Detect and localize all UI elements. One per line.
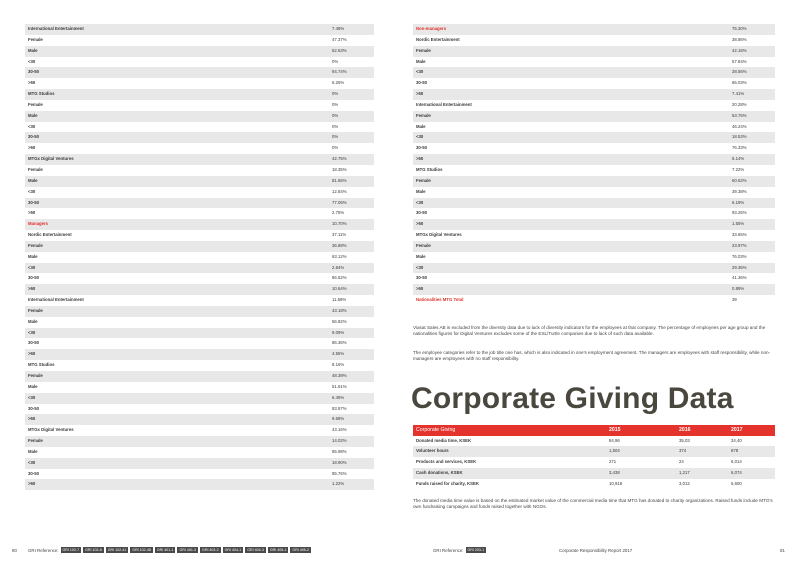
giving-row [413, 468, 775, 479]
table-row [25, 154, 374, 165]
row-value: 1.22% [332, 481, 345, 487]
row-label: MTGx Digital Ventures [28, 156, 74, 162]
table-row [413, 187, 775, 198]
row-label: International Entertainment [28, 297, 84, 303]
row-value: 9.68% [332, 416, 345, 422]
row-value: 41.36% [732, 275, 747, 281]
table-row [25, 230, 374, 241]
table-row [25, 349, 374, 360]
table-row [25, 198, 374, 209]
row-label: MTG Studios [28, 362, 55, 368]
table-row [25, 295, 374, 306]
gri-tag: GRI 403-2 [202, 548, 219, 552]
row-label: >50 [28, 145, 36, 151]
row-label: Male [28, 112, 38, 118]
row-value: 76.33% [732, 145, 747, 151]
giving-row-value: 34,40 [731, 437, 742, 443]
row-value: 94.74% [332, 69, 347, 75]
table-row [25, 371, 374, 382]
gri-tag: GRI 401-1 [156, 548, 174, 552]
diversity-table-right [413, 24, 775, 306]
row-value: 5.26% [332, 80, 345, 86]
row-label: Male [28, 177, 38, 183]
giving-row-value: 5,600 [731, 480, 742, 486]
row-label: >50 [416, 91, 424, 97]
row-label: Male [28, 448, 38, 454]
row-label: 30-50 [416, 210, 427, 216]
row-value: 48.39% [332, 373, 347, 378]
row-value: 38.86% [732, 36, 747, 42]
giving-row-value: 24 [679, 459, 684, 465]
table-row [25, 46, 374, 57]
row-value: 66.03% [732, 80, 747, 86]
row-label: Nationalities MTG Total [416, 297, 464, 303]
table-row [25, 122, 374, 133]
page-number-right: 81 [780, 548, 785, 553]
row-value: 77.06% [332, 199, 347, 205]
row-value: 85.76% [332, 470, 347, 476]
table-row [25, 67, 374, 78]
row-label: 30-50 [416, 145, 427, 151]
row-value: 85.98% [332, 448, 347, 454]
row-value: 52.63% [332, 47, 347, 53]
gri-reference-label: GRI Reference: [433, 548, 464, 553]
row-value: 93.26% [732, 210, 747, 216]
row-value: 0% [332, 123, 339, 129]
row-value: 86.52% [332, 275, 347, 281]
table-row [25, 317, 374, 328]
row-value: 63.12% [332, 253, 347, 259]
table-row [413, 89, 775, 100]
row-label: Female [28, 307, 43, 313]
table-row [413, 241, 775, 252]
giving-row-value: 374 [679, 448, 687, 454]
table-row [25, 111, 374, 122]
giving-row-label: Products and services, KSEK [416, 459, 477, 465]
table-row [413, 100, 775, 111]
row-value: 86.36% [332, 340, 347, 346]
giving-header-2017: 2017 [731, 427, 743, 433]
table-row [413, 143, 775, 154]
giving-header-2016: 2016 [679, 427, 691, 433]
row-label: Male [28, 253, 38, 259]
row-value: 7.41% [732, 91, 745, 97]
report-title: Corporate Responsibility Report 2017 [559, 548, 633, 553]
row-value: 75.30% [732, 26, 747, 31]
row-value: 39 [732, 297, 737, 303]
row-value: 57.84% [732, 58, 747, 64]
row-value: 4.55% [332, 351, 345, 357]
row-value: 23.97% [732, 242, 747, 248]
donated-media-paragraph: The donated media time value is based on the estimated market value of the commercial media time that MTG has donated to charity organizations. Raised funds include MTG's own fundraising campaigns and funds raised together with NGOs. [413, 498, 773, 510]
table-row [25, 165, 374, 176]
row-value: 0% [332, 58, 339, 64]
row-value: 60.62% [732, 177, 747, 183]
giving-row-value: 10,918 [609, 480, 623, 486]
giving-row-value: 35,03 [679, 437, 690, 443]
table-row [25, 78, 374, 89]
gri-tag: GRI 102-8 [85, 548, 102, 552]
row-label: Female [28, 242, 43, 248]
table-row [25, 425, 374, 436]
row-value: 10.70% [332, 221, 347, 227]
giving-row-value: 271 [609, 459, 617, 465]
table-row [25, 241, 374, 252]
table-row [25, 360, 374, 371]
row-label: 30-50 [28, 134, 39, 140]
row-value: 0% [332, 112, 339, 118]
table-row [413, 176, 775, 187]
table-row [25, 469, 374, 480]
row-label: 30-50 [416, 275, 427, 281]
row-label: Female [28, 101, 43, 107]
corporate-giving-table [413, 425, 775, 489]
row-label: Female [416, 177, 431, 183]
row-label: 30-50 [28, 340, 39, 346]
giving-row-label: Volunteer hours [416, 448, 449, 454]
row-value: 0% [332, 145, 339, 151]
giving-row [413, 479, 775, 490]
row-value: 43.16% [332, 427, 347, 433]
giving-row-value: 3,012 [679, 480, 690, 486]
table-row [413, 284, 775, 295]
row-label: MTGx Digital Ventures [28, 427, 74, 433]
row-label: Male [28, 318, 38, 324]
row-label: International Entertainment [28, 26, 84, 31]
row-label: Female [416, 47, 431, 53]
row-label: 30-50 [28, 199, 39, 205]
row-value: 0% [332, 101, 339, 107]
row-label: <30 [416, 134, 424, 140]
giving-row-value: 878 [731, 448, 739, 454]
row-value: 0% [332, 134, 339, 140]
row-value: 76.03% [732, 253, 747, 259]
gri-tag: GRI 401-3 [179, 548, 197, 552]
row-label: MTGx Digital Ventures [416, 232, 462, 238]
table-row [413, 295, 775, 306]
table-row [25, 382, 374, 393]
table-row [25, 328, 374, 339]
giving-row-label: Donated media time, KSEK [416, 437, 472, 443]
row-value: 81.65% [332, 177, 347, 183]
table-row [413, 24, 775, 35]
table-row [25, 132, 374, 143]
table-row [413, 252, 775, 263]
row-label: MTG Studios [416, 166, 443, 172]
row-label: <30 [28, 394, 36, 400]
row-label: >50 [416, 156, 424, 162]
row-value: 83.87% [332, 405, 347, 411]
giving-row-value: 84,96 [609, 437, 620, 443]
row-label: Nordic Entertainment [28, 232, 72, 238]
row-value: 37.11% [332, 232, 347, 238]
gri-tag: GRI 405-1 [269, 548, 287, 552]
row-label: Nordic Entertainment [416, 36, 460, 42]
row-value: 51.61% [332, 383, 347, 389]
table-row [413, 208, 775, 219]
table-row [25, 143, 374, 154]
row-value: 53.76% [732, 112, 747, 118]
row-label: >50 [416, 286, 424, 292]
row-label: 30-50 [416, 80, 427, 86]
row-value: 1.55% [732, 221, 745, 227]
row-label: Non-managers [416, 26, 447, 31]
row-value: 28.56% [732, 69, 747, 75]
row-label: Female [416, 242, 431, 248]
row-value: 0.89% [732, 286, 745, 292]
row-value: 33.65% [732, 232, 747, 238]
row-value: 18.53% [732, 134, 747, 140]
row-label: 30-50 [28, 405, 39, 411]
giving-row-value: 1,504 [609, 448, 620, 454]
giving-row-value: 6,014 [731, 459, 742, 465]
table-row [25, 393, 374, 404]
row-value: 7.22% [732, 166, 745, 172]
row-label: <30 [416, 69, 424, 75]
row-label: 30-50 [28, 275, 39, 281]
table-row [25, 35, 374, 46]
row-value: 8.16% [332, 362, 345, 368]
table-row [25, 338, 374, 349]
table-row [413, 273, 775, 284]
row-value: 20.28% [732, 101, 747, 107]
row-label: >50 [28, 351, 36, 357]
giving-row-value: 3,438 [609, 469, 620, 475]
row-value: 36.88% [332, 242, 347, 248]
giving-row [413, 436, 775, 447]
table-row [25, 436, 374, 447]
giving-header-2015: 2015 [609, 427, 621, 433]
table-row [413, 122, 775, 133]
row-value: 18.35% [332, 166, 347, 172]
row-label: MTG Studios [28, 91, 55, 97]
table-row [25, 89, 374, 100]
row-value: 12.84% [332, 188, 347, 194]
row-label: <30 [416, 199, 424, 205]
row-label: Female [416, 112, 431, 118]
gri-tag: GRI 102-41 [107, 548, 127, 552]
row-value: 39.38% [732, 188, 747, 194]
row-label: Male [28, 383, 38, 389]
row-value: 2.75% [332, 210, 345, 216]
row-label: Male [28, 47, 38, 53]
table-row [25, 208, 374, 219]
row-label: <30 [416, 264, 424, 270]
table-row [25, 252, 374, 263]
row-label: <30 [28, 188, 36, 194]
table-row [25, 24, 374, 35]
table-row [413, 111, 775, 122]
row-value: 2.84% [332, 264, 345, 270]
diversity-note-paragraph: Viasat Sales AB is excluded from the diversity data due to lack of diversity indicators for the employees at that company. The percentage of employees per age group and the nationalities figures for Digital Ventures excludes some of the ESL/Turtle companies due to lack of such data available. [413, 325, 766, 337]
giving-row-value: 6,074 [731, 469, 742, 475]
employee-categories-paragraph: The employee categories refer to the job title one has, which is also indicated in one's employment agreement. The managers are employees with staff responsibility, while non-managers are employees with no staff responsibility. [413, 350, 771, 362]
row-label: Male [416, 253, 426, 259]
table-row [25, 306, 374, 317]
row-value: 18.90% [332, 459, 347, 465]
row-label: >50 [28, 481, 36, 487]
row-value: 0% [332, 91, 339, 97]
giving-row [413, 446, 775, 457]
gri-tag: GRI 405-2 [292, 548, 310, 552]
row-label: >50 [28, 210, 36, 216]
row-value: 43.18% [332, 307, 347, 313]
giving-row [413, 457, 775, 468]
row-label: >50 [28, 80, 36, 86]
row-label: <30 [28, 264, 36, 270]
table-row [25, 414, 374, 425]
table-row [413, 46, 775, 57]
row-value: 9.09% [332, 329, 345, 335]
row-label: Female [28, 373, 43, 378]
row-label: Female [28, 166, 43, 172]
row-value: 7.48% [332, 26, 345, 31]
row-label: International Entertainment [416, 101, 472, 107]
row-label: <30 [28, 58, 36, 64]
corporate-giving-heading: Corporate Giving Data [411, 382, 734, 415]
giving-row-label: Funds raised for charity, KSEK [416, 480, 479, 486]
row-value: 46.24% [732, 123, 747, 129]
giving-table-header [413, 425, 775, 436]
gri-tag: GRI 102-7 [62, 548, 80, 552]
row-label: Female [28, 438, 43, 444]
row-label: <30 [28, 459, 36, 465]
row-label: >50 [416, 221, 424, 227]
row-value: 6.19% [732, 199, 745, 205]
table-row [25, 447, 374, 458]
table-row [25, 187, 374, 198]
row-value: 6.45% [332, 394, 345, 400]
gri-tag: GRI 404-1 [224, 548, 242, 552]
gri-reference-right [433, 547, 486, 554]
table-row [25, 284, 374, 295]
row-value: 56.82% [332, 318, 347, 324]
row-label: <30 [28, 123, 36, 129]
gri-tag: GRI 404-3 [247, 548, 264, 552]
table-row [413, 154, 775, 165]
table-row [413, 67, 775, 78]
row-label: Male [416, 188, 426, 194]
gri-reference-label: GRI Reference: [28, 548, 59, 553]
giving-row-label: Cash donations, KSEK [416, 469, 463, 475]
row-label: Managers [28, 221, 49, 227]
row-label: <30 [28, 329, 36, 335]
row-label: Male [416, 58, 426, 64]
row-label: >50 [28, 416, 36, 422]
table-row [25, 404, 374, 415]
table-row [25, 479, 374, 490]
row-value: 10.64% [332, 286, 347, 292]
row-label: 30-50 [28, 470, 39, 476]
row-value: 14.02% [332, 438, 347, 444]
diversity-table-left [25, 24, 374, 490]
table-row [25, 263, 374, 274]
gri-tag: GRI 102-48 [132, 548, 151, 552]
gri-reference-left [28, 547, 311, 554]
giving-header-label: Corporate Giving [416, 427, 456, 433]
row-value: 42.75% [332, 156, 347, 162]
giving-row-value: 1,217 [679, 469, 690, 475]
table-row [413, 230, 775, 241]
table-row [25, 57, 374, 68]
table-row [25, 219, 374, 230]
table-row [413, 132, 775, 143]
row-label: 30-50 [28, 69, 39, 75]
table-row [413, 165, 775, 176]
table-row [413, 263, 775, 274]
table-row [413, 219, 775, 230]
page-number-left: 80 [12, 548, 17, 553]
table-row [413, 35, 775, 46]
table-row [25, 273, 374, 284]
table-row [25, 100, 374, 111]
table-row [25, 458, 374, 469]
table-row [413, 78, 775, 89]
row-value: 5.14% [732, 156, 745, 162]
row-label: Male [416, 123, 426, 129]
row-value: 47.37% [332, 36, 347, 42]
row-value: 42.16% [732, 47, 747, 53]
row-value: 29.36% [732, 264, 747, 270]
row-value: 11.58% [332, 297, 347, 303]
row-label: Female [28, 36, 43, 42]
gri-tag: GRI 203-1 [467, 548, 485, 552]
table-row [413, 198, 775, 209]
table-row [413, 57, 775, 68]
row-label: >50 [28, 286, 36, 292]
table-row [25, 176, 374, 187]
